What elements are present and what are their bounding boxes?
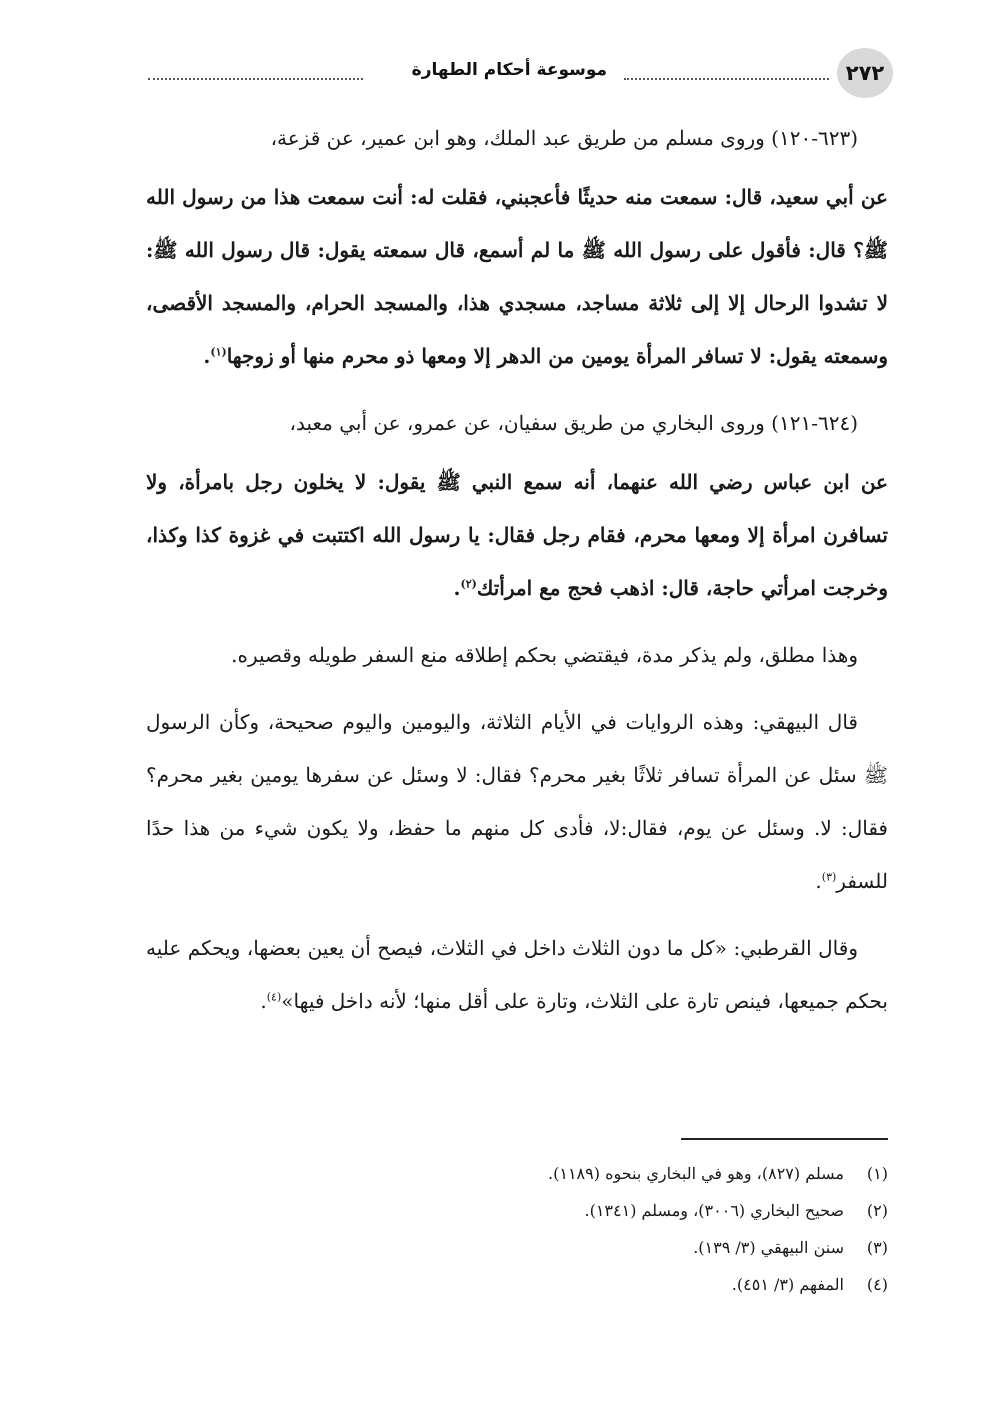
footnote-text: مسلم (٨٢٧)، وهو في البخاري بنحوه (١١٨٩). (548, 1164, 844, 1183)
footnote-ref-1[interactable]: (١) (210, 345, 227, 359)
footnote-number: (٢) (866, 1201, 888, 1220)
footnote-separator (681, 1138, 888, 1140)
running-title: موسوعة أحكام الطهارة (411, 60, 607, 80)
page-number: ٢٧٢ (837, 48, 893, 98)
footnote-text: سنن البيهقي (٣/ ١٣٩). (693, 1238, 844, 1257)
footnotes (146, 1155, 888, 1303)
footnote-text: صحيح البخاري (٣٠٠٦)، ومسلم (١٣٤١). (584, 1201, 844, 1220)
footnote-number: (٣) (866, 1238, 888, 1257)
hadith-chain-623: (٦٢٣-١٢٠) وروى مسلم من طريق عبد الملك، وهو ابن عمير، عن قزعة، (270, 126, 858, 150)
footnote-2 (146, 1192, 888, 1229)
footnote-ref-3[interactable]: (٣) (821, 870, 837, 884)
header-dotted-rule-left (148, 78, 363, 80)
hadith-text-624: عن ابن عباس رضي الله عنهما، أنه سمع النبي ﷺ يقول: لا يخلون رجل بامرأة، ولا تسافرن امرأة إلا ومعها محرم، فقام رجل فقال: يا رسول الله اكتتبت في غزوة كذا وكذا، وخرجت امرأتي حاجة، قال: اذهب فحج مع امرأتك$^{(٢)}$. (146, 470, 889, 600)
qurtubi-quote: وقال القرطبي: «كل ما دون الثلاث داخل في الثلاث، فيصح أن يعين بعضها، ويحكم عليه بحكم جميعها، فينص تارة على الثلاث، وتارة على أقل منها؛ لأنه داخل فيها»$^{(٤)}$. (146, 936, 888, 1013)
footnote-1 (146, 1155, 888, 1192)
hadith-text-624-body: عن ابن عباس رضي الله عنهما، أنه سمع النبي ﷺ يقول: لا يخلون رجل بامرأة، ولا تسافرن امرأة إلا ومعها محرم، فقام رجل فقال: يا رسول الله اكتتبت في غزوة كذا وكذا، وخرجت امرأتي حاجة، قال: اذهب فحج مع امرأتك (146, 470, 889, 600)
qurtubi-quote-body: وقال القرطبي: «كل ما دون الثلاث داخل في الثلاث، فيصح أن يعين بعضها، ويحكم عليه بحكم جميعها، فينص تارة على الثلاث، وتارة على أقل منها؛ لأنه داخل فيها» (146, 936, 888, 1013)
hadith-text-623-body: عن أبي سعيد، قال: سمعت منه حديثًا فأعجبني، فقلت له: أنت سمعت هذا من رسول الله ﷺ؟ قال: فأقول على رسول الله ﷺ ما لم أسمع، قال سمعته يقول: قال رسول الله ﷺ: لا تشدوا الرحال إلا إلى ثلاثة مساجد، مسجدي هذا، والمسجد الحرام، والمسجد الأقصى، وسمعته يقول: لا تسافر المرأة يومين من الدهر إلا ومعها ذو محرم منها أو زوجها (146, 185, 888, 368)
footnote-text: المفهم (٣/ ٤٥١). (731, 1275, 844, 1294)
bayhaqi-quote-body: قال البيهقي: وهذه الروايات في الأيام الثلاثة، واليومين واليوم صحيحة، وكأن الرسول ﷺ سئل عن المرأة تسافر ثلاثًا بغير محرم؟ فقال: لا وسئل عن سفرها يومين بغير محرم؟ فقال: لا. وسئل عن يوم، فقال:لا، فأدى كل منهم ما حفظ، ولا يكون شيء من هذا حدًا للسفر (146, 710, 888, 893)
bayhaqi-quote: قال البيهقي: وهذه الروايات في الأيام الثلاثة، واليومين واليوم صحيحة، وكأن الرسول ﷺ سئل عن المرأة تسافر ثلاثًا بغير محرم؟ فقال: لا وسئل عن سفرها يومين بغير محرم؟ فقال: لا. وسئل عن يوم، فقال:لا، فأدى كل منهم ما حفظ، ولا يكون شيء من هذا حدًا للسفر$^{(٣)}$. (146, 710, 888, 893)
hadith-text-623: عن أبي سعيد، قال: سمعت منه حديثًا فأعجبني، فقلت له: أنت سمعت هذا من رسول الله ﷺ؟ قال: فأقول على رسول الله ﷺ ما لم أسمع، قال سمعته يقول: قال رسول الله ﷺ: لا تشدوا الرحال إلا إلى ثلاثة مساجد، مسجدي هذا، والمسجد الحرام، والمسجد الأقصى، وسمعته يقول: لا تسافر المرأة يومين من الدهر إلا ومعها ذو محرم منها أو زوجها$^{(١)}$. (146, 185, 888, 368)
page-header (148, 48, 893, 98)
footnote-3 (146, 1229, 888, 1266)
footnote-number: (٤) (866, 1275, 888, 1294)
footnote-ref-2[interactable]: (٢) (460, 577, 477, 591)
header-dotted-rule-right (624, 78, 829, 80)
footnote-ref-4[interactable]: (٤) (266, 990, 282, 1004)
footnote-number: (١) (866, 1164, 888, 1183)
main-text (146, 112, 888, 1042)
footnote-4 (146, 1266, 888, 1303)
commentary-paragraph: وهذا مطلق، ولم يذكر مدة، فيقتضي بحكم إطلاقه منع السفر طويله وقصيره. (231, 643, 858, 667)
hadith-chain-624: (٦٢٤-١٢١) وروى البخاري من طريق سفيان، عن عمرو، عن أبي معبد، (289, 411, 858, 435)
